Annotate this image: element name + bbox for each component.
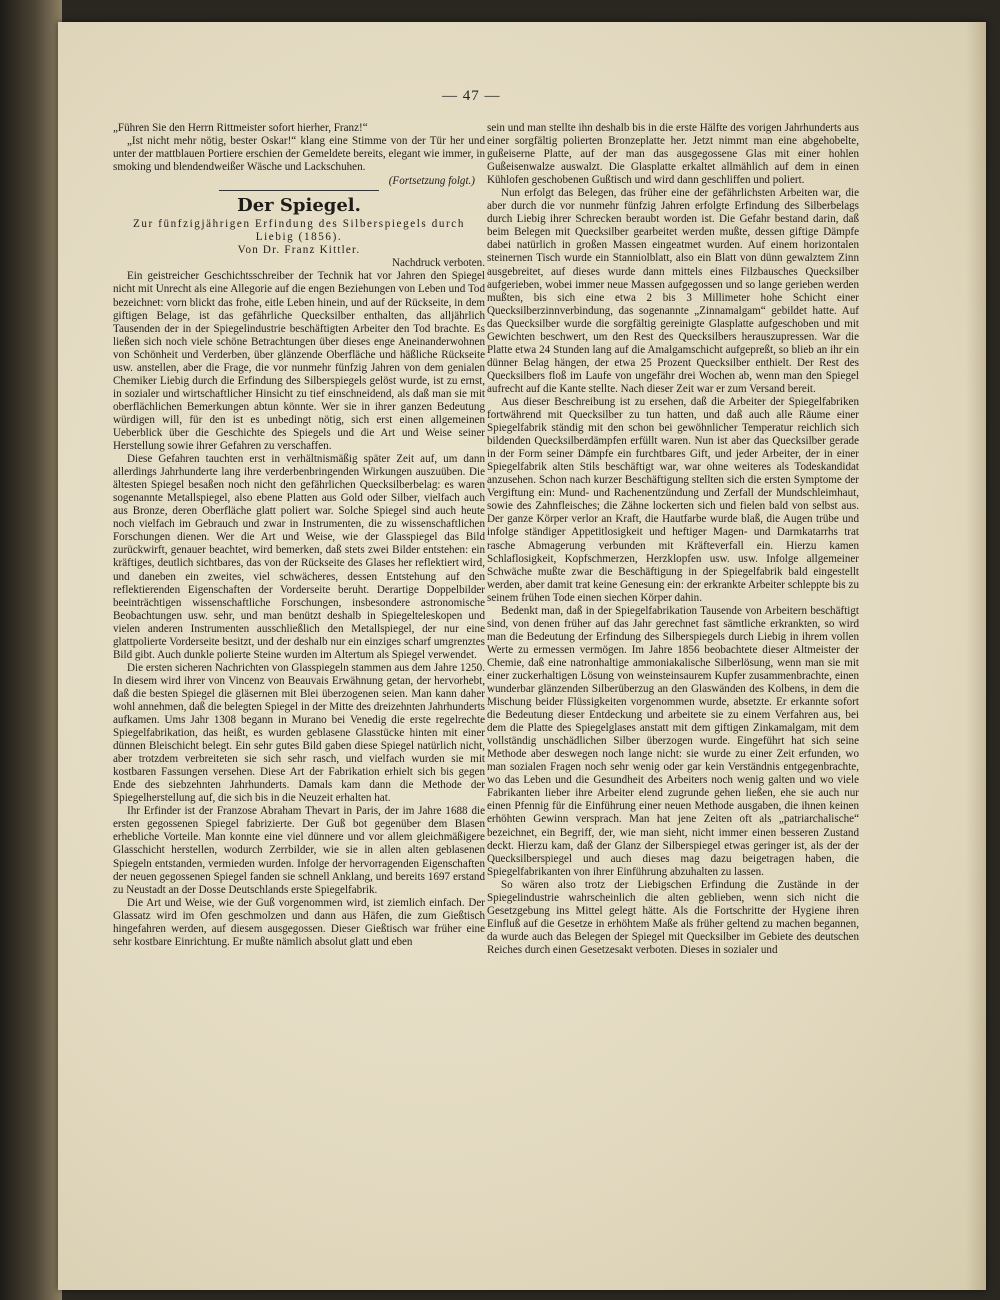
article-paragraph: sein und man stellte ihn deshalb bis in die erste Hälfte des vorigen Jahrhunderts aus einer sorgfältig polierten Bronzeplatte her. Jetzt nimmt man eine abgehobelte, gußeiserne Platte, auf der man das ausgegossene Glas mit einer hohlen Gußeisenwalze auswalzt. Die Glasplatte erkaltet allmählich auf dem in einen Kühlofen geschobenen Gußtisch und wird dann geschliffen und poliert. (487, 122, 859, 187)
separator-rule (219, 190, 379, 191)
article-author: Von Dr. Franz Kittler. (237, 244, 361, 257)
article-paragraph: Ihr Erfinder ist der Franzose Abraham Thevart in Paris, der im Jahre 1688 die ersten gegossenen Spiegel fabrizierte. Der Guß bot gegenüber dem Blasen erhebliche Vorteile. Man konnte eine viel dünnere und vor allem gleichmäßigere Glasschicht herstellen, wodurch Zerrbilder, wie sie in allen alten geblasenen Spiegeln entstanden, vermieden wurden. Infolge der hervorragenden Eigenschaften der neuen gegossenen Spiegel fanden sie schnell Anklang, und bereits 1697 erstand zu Neustadt an der Dosse Deutschlands erste Spiegelfabrik. (113, 805, 485, 896)
article-paragraph: Aus dieser Beschreibung ist zu ersehen, daß die Arbeiter der Spiegelfabriken fortwährend mit Quecksilber zu tun hatten, und daß auch alle Räume einer Spiegelfabrik ständig mit den schon bei gewöhnlicher Temperatur reichlich sich bildenden Quecksilberdämpfen erfüllt waren. Nun ist aber das Quecksilber gerade in der Form seiner Dämpfe ein furchtbares Gift, und jeder Arbeiter, der in einer Spiegelfabrik alten Stils beschäftigt war, war ohne weiteres als Todeskandidat anzusehen. Schon nach kurzer Beschäftigung stellten sich die ersten Symptome der Vergiftung ein: Mund- und Rachenentzündung und Zerfall der Mundschleimhaut, sowie des Zahnfleisches; die Zähne lockerten sich und fielen bald von selbst aus. Der ganze Körper verlor an Kraft, die Hautfarbe wurde blaß, die Augen trübe und infolge ständiger Appetitlosigkeit und heftiger Magen- und Darmkatarrhs trat rasche Abmagerung verbunden mit Kräfteverfall ein. Hierzu kamen Schlaflosigkeit, Kopfschmerzen, Herzklopfen usw. usw. Infolge allgemeiner Schwäche mußte zwar die Beschäftigung in der Spiegelfabrik bald eingestellt werden, aber damit trat keine Genesung ein: der erkrankte Arbeiter schleppte bis zu seinem frühen Tode einen siechen Körper dahin. (487, 395, 859, 604)
article-title: Der Spiegel. (237, 195, 361, 217)
page-edge-shadow (966, 22, 986, 1290)
column-right (487, 122, 859, 957)
story-dialogue-2: „Ist nicht mehr nötig, bester Oskar!“ klang eine Stimme von der Tür her und unter der mattblauen Portiere erschien der Gemeldete bereits, elegant wie immer, in smoking und blendendweißer Wäsche und Lackschuhen. (113, 135, 485, 174)
article-paragraph: Bedenkt man, daß in der Spiegelfabrikation Tausende von Arbeitern beschäftigt sind, von denen früher auf das Jahr gerechnet fast sämtliche erkrankten, so wird man die Bedeutung der Erfindung des Silberspiegels durch Liebig in ihrem vollen Werte zu ermessen vermögen. Im Jahre 1856 beobachtete dieser Altmeister der Chemie, daß eine natronhaltige ammoniakalische Silberlösung, wenn man sie mit einer zuckerhaltigen Lösung von weinsteinsaurem Kupfer zusammenbrachte, einen wunderbar glänzenden Silberüberzug an den Glaswänden des Kolbens, in dem die Mischung beider Flüssigkeiten vorgenommen wurde, absetzte. Er erkannte sofort die Bedeutung dieser Entdeckung und arbeitete sie zu einem Verfahren aus, bei dem die Platte des Spiegelglases anstatt mit dem giftigen Zinkamalgam, mit dem vollständig unschädlichen Silber überzogen wurde. Eingeführt hat sich seine Methode aber deswegen noch lange nicht: sie wurde zu einer Zeit erfunden, wo man sozialen Fragen noch sehr wenig oder gar kein Verständnis entgegenbrachte, wo das Leben und die Gesundheit des Arbeiters noch wenig galten und wo viele Fabrikanten lieber ihre Arbeiter elend zugrunde gehen ließen, ehe sie auch nur einen Pfennig für die Einführung einer neuen Methode ausgaben, die ihnen keinen erhöhten Gewinn versprach. Man hat jene Zeiten oft als „patriarchalische“ bezeichnet, ein Begriff, der, wie man sieht, nicht immer einen besseren Zustand deckt. Hierzu kam, daß der Glanz der Silberspiegel etwas geringer ist, als der der Quecksilberspiegel und auch dieses mag dazu beigetragen haben, die Spiegelfabrikanten von ihrer Einführung abzuhalten zu lassen. (487, 604, 859, 878)
story-dialogue-1: „Führen Sie den Herrn Rittmeister sofort hierher, Franz!“ (113, 122, 368, 134)
continuation-note: (Fortsetzung folgt.) (388, 175, 475, 188)
column-left (113, 122, 485, 949)
article-paragraph: Diese Gefahren tauchten erst in verhältnismäßig später Zeit auf, um dann allerdings Jahrhunderte lang ihre verderbenbringenden Wirkungen auszuüben. Die ältesten Spiegel besaßen noch nicht den gefährlichen Quecksilberbelag: es waren sogenannte Metallspiegel, also ebene Platten aus Gold oder Silber, vielfach auch aus Bronze, deren Oberfläche glatt poliert war. Solche Spiegel sind auch heute noch vielfach im Gebrauch und zwar in Instrumenten, die zu wissenschaftlichen Forschungen dienen. Wer die Art und Weise, wie der Glasspiegel das Bild zurückwirft, genauer beachtet, wird bemerken, daß stets zwei Bilder entstehen: ein kräftiges, deutlich sichtbares, das von der Rückseite des Glases her reflektiert wird, und daneben ein zweites, viel schwächeres, dessen Entstehung auf den reflektierenden Eigenschaften der Vorderseite beruht. Derartige Doppelbilder beeinträchtigen wissenschaftliche Forschungen, insbesondere astronomische Beobachtungen usw. sehr, und man benützt deshalb in Spiegelteleskopen und vielen anderen Instrumenten ausschließlich den Metallspiegel, der nur eine glattpolierte Vorderseite besitzt, und der deshalb nur ein einziges scharf umgrenztes Bild gibt. Auch dunkle polierte Steine wurden im Altertum als Spiegel verwendet. (113, 453, 485, 661)
article-paragraph: Ein geistreicher Geschichtsschreiber der Technik hat vor Jahren den Spiegel nicht mit Unrecht als eine Allegorie auf die engen Beziehungen von Leben und Tod bezeichnet: vorn blickt das frohe, eitle Leben hinein, und auf der Rückseite, in dem giftigen Belage, ist das gefährliche Quecksilber enthalten, das alljährlich Tausenden der in der Spiegelindustrie beschäftigten Arbeiter den Tod brachte. Es ließen sich noch viele schöne Betrachtungen über dieses enge Aneinanderwohnen von Schönheit und Verderben, über glänzende Oberfläche und häßliche Rückseite usw. anstellen, aber die Frage, die vor nunmehr fünfzig Jahren von dem genialen Chemiker Liebig durch die Erfindung des Silberspiegels gelöst wurde, ist zu ernst, in sozialer und wirtschaftlicher Hinsicht zu tief einschneidend, als daß man sie mit oberflächlichen Bemerkungen abtun könnte. Wer sie in ihrer ganzen Bedeutung würdigen will, für den ist es unbedingt nötig, sich erst einen allgemeinen Ueberblick über die Geschichte des Spiegels und die Art und Weise seiner Herstellung sowie ihrer Gefahren zu verschaffen. (113, 270, 485, 453)
article-paragraph: So wären also trotz der Liebigschen Erfindung die Zustände in der Spiegelindustrie wahrscheinlich die alten geblieben, wenn sich nicht die Gesetzgebung ins Mittel gelegt hätte. Als die Fortschritte der Hygiene ihren Einfluß auf die Gesetze in erhöhtem Maße als früher geltend zu machen begannen, da wurde auch das Belegen der Spiegel mit Quecksilber im Gebiete des deutschen Reiches durch einen Gesetzesakt verboten. Dieses in sozialer und (487, 878, 859, 956)
article-paragraph: Die Art und Weise, wie der Guß vorgenommen wird, ist ziemlich einfach. Der Glassatz wird im Ofen geschmolzen und dann aus Häfen, die zum Gießtisch hingefahren werden, auf diesem ausgegossen. Dieser Gießtisch war früher eine sehr kostbare Einrichtung. Er mußte nämlich absolut glatt und eben (113, 896, 485, 948)
book-gutter (0, 0, 62, 1300)
article-paragraph: Nun erfolgt das Belegen, das früher eine der gefährlichsten Arbeiten war, die aber durch die vor nunmehr fünfzig Jahren erfolgte Erfindung des Silberbelags durch Liebig ihrer Schrecken beraubt worden ist. Die Gefahr bestand darin, daß beim Belegen mit Quecksilber gearbeitet werden mußte, dessen giftige Dämpfe dabei natürlich in großen Massen eingeatmet wurden. Auf einem horizontalen steinernen Tisch wurde ein Stanniolblatt, also ein Blatt von dünn gewalztem Zinn ausgebreitet, auf dieses wurde dann mittels eines Filzbausches Quecksilber aufgerieben, wobei immer neue Massen aufgegossen und so lange gerieben werden mußten, bis sich eine etwa 2 bis 3 Millimeter hohe Schicht einer Quecksilberzinnverbindung, das sogenannte „Zinnamalgam“ gebildet hatte. Auf das Quecksilber wurde die sorgfältig gereinigte Glasplatte aufgeschoben und mit Gewichten beschwert, um den Rest des Quecksilbers herauszupressen. War die Platte etwa 24 Stunden lang auf die Amalgamschicht aufgepreßt, so blieb an ihr ein dünner Belag hängen, der etwa 25 Prozent Quecksilber enthielt. Der Rest des Quecksilbers floß im Laufe von ungefähr drei Wochen ab, wenn man den Spiegel aufrecht auf die Kante stellte. Nach dieser Zeit war er zum Versand bereit. (487, 187, 859, 395)
article-subtitle: Zur fünfzigjährigen Erfindung des Silberspiegels durch Liebig (1856). (133, 218, 465, 244)
page-number: — 47 — (442, 88, 501, 104)
article-paragraph: Die ersten sicheren Nachrichten von Glasspiegeln stammen aus dem Jahre 1250. In diesem wird ihrer von Vincenz von Beauvais Erwähnung getan, der hervorhebt, daß die besten Spiegel die gläsernen mit Blei überzogenen seien. Man kann daher wohl annehmen, daß die belegten Spiegel in der Mitte des dreizehnten Jahrhunderts aufkamen. Ums Jahr 1308 begann in Murano bei Venedig die erste regelrechte Spiegelfabrikation, das heißt, es wurden geblasene Glasstücke hinten mit einer dünnen Bleischicht belegt. Ein sehr gutes Bild gaben diese Spiegel natürlich nicht, aber trotzdem verbreiteten sie sich sehr rasch, und vielfach wurden sie mit kostbaren Fassungen versehen. Diese Art der Fabrikation erhielt sich bis gegen Ende des siebzehnten Jahrhunderts. Damals kam dann die Methode der Spiegelherstellung auf, die sich bis in die Neuzeit erhalten hat. (113, 661, 485, 805)
reprint-note: Nachdruck verboten. (391, 257, 485, 270)
